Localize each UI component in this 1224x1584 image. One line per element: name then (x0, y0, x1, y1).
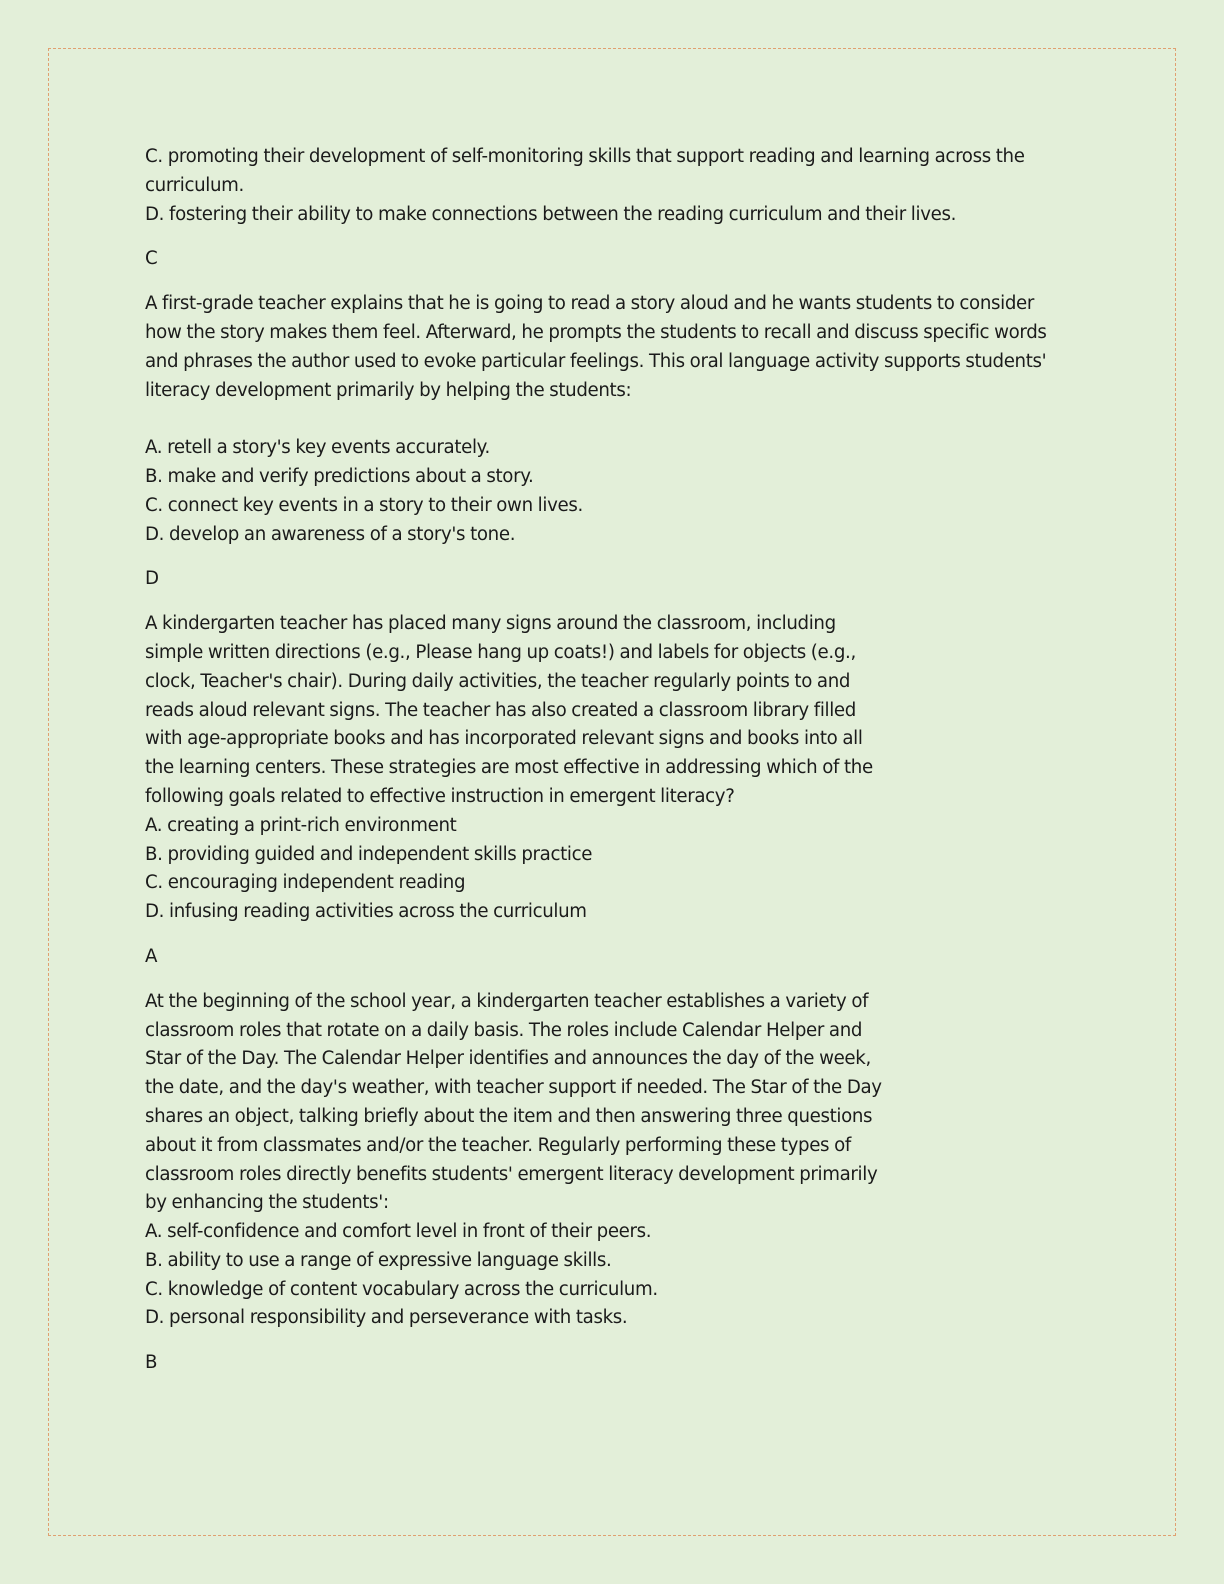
option-c: C. connect key events in a story to their own lives. (145, 494, 583, 516)
option-a: A. creating a print-rich environment (145, 814, 457, 836)
question-1-answer: D (145, 568, 159, 590)
option-b: B. make and verify predictions about a story. (145, 465, 534, 487)
question-2-options (145, 812, 1075, 927)
option-d: D. personal responsibility and perseverance with tasks. (145, 1307, 628, 1329)
option-c: C. promoting their development of self-monitoring skills that support reading and learning across the curriculum. (145, 146, 1025, 196)
question-2-answer: A (145, 945, 158, 967)
question-1-stem: A first-grade teacher explains that he is going to read a story aloud and he wants students to consider how the story makes them feel. Afterward, he prompts the students to recall and discuss specific words and phrases the author used to evoke particular feelings. This oral language activity supports students' literacy development primarily by helping the students: (145, 293, 1047, 401)
option-b: B. ability to use a range of expressive language skills. (145, 1249, 612, 1271)
option-d: D. fostering their ability to make connections between the reading curriculum and their lives. (145, 203, 956, 225)
question-2-stem: A kindergarten teacher has placed many signs around the classroom, including simple written directions (e.g., Please hang up coats!) and labels for objects (e.g., clock, Teacher's chair). During daily activities, the teacher regularly points to and reads aloud relevant signs. The teacher has also created a classroom library filled with age-appropriate books and has incorporated relevant signs and books into all the learning centers. These strategies are most effective in addressing which of the following goals related to effective instruction in emergent literacy? (145, 613, 873, 807)
option-d: D. infusing reading activities across the curriculum (145, 901, 587, 923)
document-body (145, 143, 1075, 1378)
option-a: A. retell a story's key events accurately. (145, 437, 490, 459)
option-a: A. self-confidence and comfort level in front of their peers. (145, 1221, 652, 1243)
question-0-options (145, 143, 1075, 229)
option-d: D. develop an awareness of a story's tone. (145, 523, 516, 545)
option-b: B. providing guided and independent skills practice (145, 843, 593, 865)
option-c: C. encouraging independent reading (145, 872, 466, 894)
question-1-options (145, 434, 1075, 549)
question-0-answer: C (145, 248, 158, 270)
question-3-options (145, 1218, 1075, 1333)
question-3-stem: At the beginning of the school year, a kindergarten teacher establishes a variety of classroom roles that rotate on a daily basis. The roles include Calendar Helper and Star of the Day. The Calendar Helper identifies and announces the day of the week, the date, and the day's weather, with teacher support if needed. The Star of the Day shares an object, talking briefly about the item and then answering three questions about it from classmates and/or the teacher. Regularly performing these types of classroom roles directly benefits students' emergent literacy development primarily by enhancing the students': (145, 990, 882, 1214)
question-3-answer: B (145, 1352, 158, 1374)
option-c: C. knowledge of content vocabulary across the curriculum. (145, 1278, 658, 1300)
